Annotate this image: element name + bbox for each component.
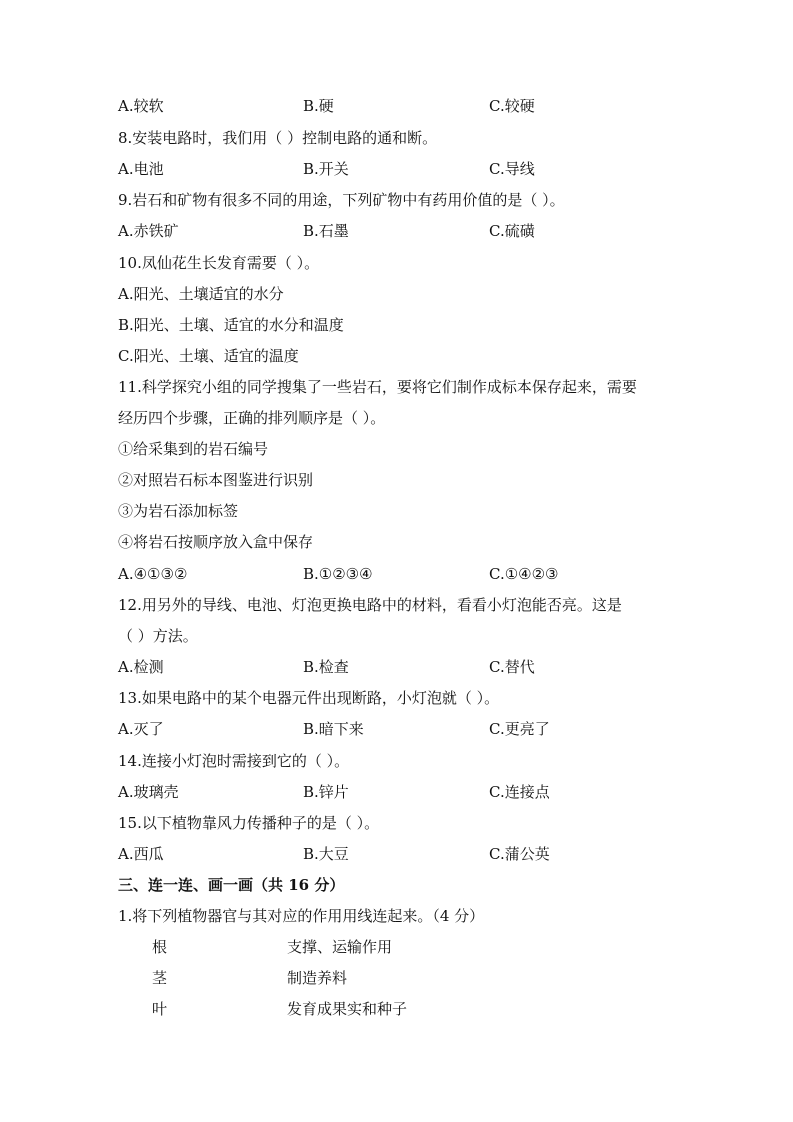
question-8: 8.安装电路时，我们用（ ）控制电路的通和断。	[118, 129, 438, 147]
q11-option-a: A.④①③②	[118, 565, 188, 583]
q11-option-b: B.①②③④	[303, 565, 373, 583]
question-12-line-1: 12.用另外的导线、电池、灯泡更换电路中的材料，看看小灯泡能否亮。这是	[118, 596, 622, 614]
matching-function-support: 支撑、运输作用	[287, 938, 393, 956]
q12-option-a: A.检测	[118, 658, 164, 676]
q13-option-c: C.更亮了	[489, 720, 550, 738]
q14-option-b: B.锌片	[303, 783, 349, 801]
q9-option-b: B.石墨	[303, 222, 349, 240]
q8-option-c: C.导线	[489, 160, 535, 178]
question-11-line-2: 经历四个步骤，正确的排列顺序是（ ）。	[118, 409, 386, 427]
q11-step-4: ④将岩石按顺序放入盒中保存	[118, 533, 314, 551]
question-14: 14.连接小灯泡时需接到它的（ ）。	[118, 752, 350, 770]
q11-step-2: ②对照岩石标本图鉴进行识别	[118, 471, 314, 489]
question-15: 15.以下植物靠风力传播种子的是（ ）。	[118, 814, 380, 832]
question-13: 13.如果电路中的某个电器元件出现断路，小灯泡就（ ）。	[118, 689, 500, 707]
q7-option-c: C.较硬	[489, 97, 535, 115]
question-12-line-2: （ ）方法。	[118, 627, 198, 645]
question-9: 9.岩石和矿物有很多不同的用途，下列矿物中有药用价值的是（ ）。	[118, 191, 565, 209]
q11-option-c: C.①④②③	[489, 565, 559, 583]
q8-option-b: B.开关	[303, 160, 349, 178]
q9-option-c: C.硫磺	[489, 222, 535, 240]
matching-function-fruit-seed: 发育成果实和种子	[287, 1000, 408, 1018]
question-11-line-1: 11.科学探究小组的同学搜集了一些岩石，要将它们制作成标本保存起来，需要	[118, 378, 637, 396]
q14-option-c: C.连接点	[489, 783, 550, 801]
matching-function-nutrients: 制造养料	[287, 969, 348, 987]
q11-step-3: ③为岩石添加标签	[118, 502, 239, 520]
q13-option-b: B.暗下来	[303, 720, 364, 738]
q15-option-b: B.大豆	[303, 845, 349, 863]
q10-option-a: A.阳光、土壤适宜的水分	[118, 285, 284, 303]
q7-option-a: A.较软	[118, 97, 164, 115]
q10-option-c: C.阳光、土壤、适宜的温度	[118, 347, 299, 365]
q7-option-b: B.硬	[303, 97, 334, 115]
q11-step-1: ①给采集到的岩石编号	[118, 440, 269, 458]
q9-option-a: A.赤铁矿	[118, 222, 179, 240]
q8-option-a: A.电池	[118, 160, 164, 178]
matching-question-1: 1.将下列植物器官与其对应的作用用线连起来。（4 分）	[118, 907, 485, 925]
q13-option-a: A.灭了	[118, 720, 164, 738]
matching-organ-leaf: 叶	[152, 1000, 168, 1018]
q15-option-c: C.蒲公英	[489, 845, 550, 863]
question-10: 10.凤仙花生长发育需要（ ）。	[118, 254, 320, 272]
q14-option-a: A.玻璃壳	[118, 783, 179, 801]
q10-option-b: B.阳光、土壤、适宜的水分和温度	[118, 316, 344, 334]
q12-option-b: B.检查	[303, 658, 349, 676]
matching-organ-root: 根	[152, 938, 168, 956]
q12-option-c: C.替代	[489, 658, 535, 676]
matching-organ-stem: 茎	[152, 969, 168, 987]
q15-option-a: A.西瓜	[118, 845, 164, 863]
section-3-heading: 三、连一连、画一画（共 16 分）	[118, 876, 345, 894]
